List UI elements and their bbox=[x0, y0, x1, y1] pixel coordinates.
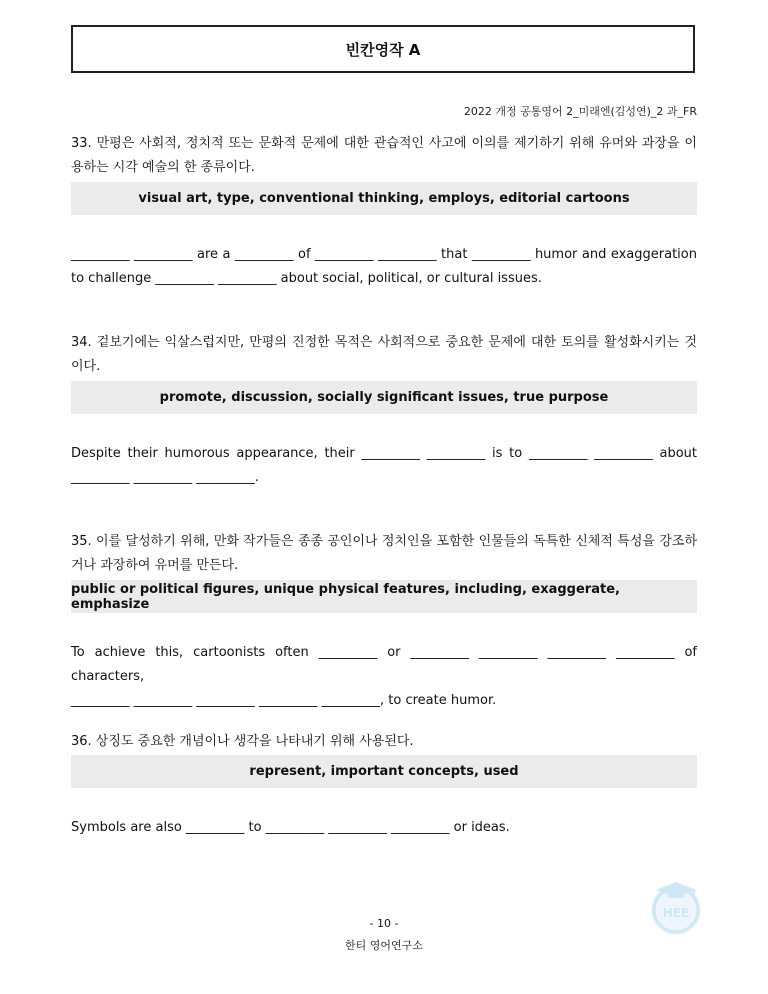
exercise-line: to challenge _________ _________ about social, political, or cultural issues. bbox=[71, 271, 542, 286]
page-title: 빈칸영작 A bbox=[345, 40, 421, 59]
page-title-box bbox=[71, 25, 695, 73]
question-33-keywords bbox=[71, 182, 697, 215]
exercise-line: Despite their humorous appearance, their _________ _________ is to _________ _________ about bbox=[71, 446, 697, 461]
page-number: - 10 - bbox=[369, 917, 399, 930]
keywords-text: public or political figures, unique physical features, including, exaggerate, emphasize bbox=[71, 581, 620, 612]
exercise-line: Symbols are also _________ to _________ _________ _________ or ideas. bbox=[71, 820, 510, 835]
logo-text: HEE bbox=[662, 906, 690, 920]
document-subtitle: 2022 개정 공통영어 2_미래엔(김성연)_2 과_FR bbox=[463, 105, 697, 118]
question-36-keywords bbox=[71, 755, 697, 788]
question-34-exercise bbox=[71, 442, 697, 490]
graduation-cap-logo-icon bbox=[646, 876, 706, 940]
question-36-exercise bbox=[71, 816, 697, 840]
keywords-text: promote, discussion, socially significant issues, true purpose bbox=[159, 390, 609, 405]
keywords-text: visual art, type, conventional thinking, employs, editorial cartoons bbox=[138, 191, 630, 206]
question-35-prompt: 35. 이를 달성하기 위해, 만화 작가들은 종종 공인이나 정치인을 포함한 인물들의 독특한 신체적 특성을 강조하거나 과장하여 유머를 만든다. bbox=[71, 534, 697, 573]
exercise-line: To achieve this, cartoonists often _________ or _________ _________ _________ _________ of characters, bbox=[71, 645, 697, 684]
exercise-line: _________ _________ _________ _________ _________, to create humor. bbox=[71, 693, 497, 708]
question-36-prompt: 36. 상징도 중요한 개념이나 생각을 나타내기 위해 사용된다. bbox=[71, 734, 414, 749]
question-35-keywords bbox=[71, 580, 697, 613]
question-33-prompt: 33. 만평은 사회적, 정치적 또는 문화적 문제에 대한 관습적인 사고에 이의를 제기하기 위해 유머와 과장을 이용하는 시각 예술의 한 종류이다. bbox=[71, 136, 697, 175]
footer-organization: 한티 영어연구소 bbox=[345, 939, 423, 952]
question-34-prompt: 34. 겉보기에는 익살스럽지만, 만평의 진정한 목적은 사회적으로 중요한 문제에 대한 토의를 활성화시키는 것이다. bbox=[71, 335, 697, 374]
hee-logo bbox=[646, 876, 706, 944]
exercise-line: _________ _________ are a _________ of _________ _________ that _________ humor and exaggeration bbox=[71, 247, 697, 262]
question-35-exercise bbox=[71, 641, 697, 713]
keywords-text: represent, important concepts, used bbox=[249, 764, 519, 779]
question-33-exercise bbox=[71, 243, 697, 291]
exercise-line: _________ _________ _________. bbox=[71, 470, 259, 485]
question-34-keywords bbox=[71, 381, 697, 414]
